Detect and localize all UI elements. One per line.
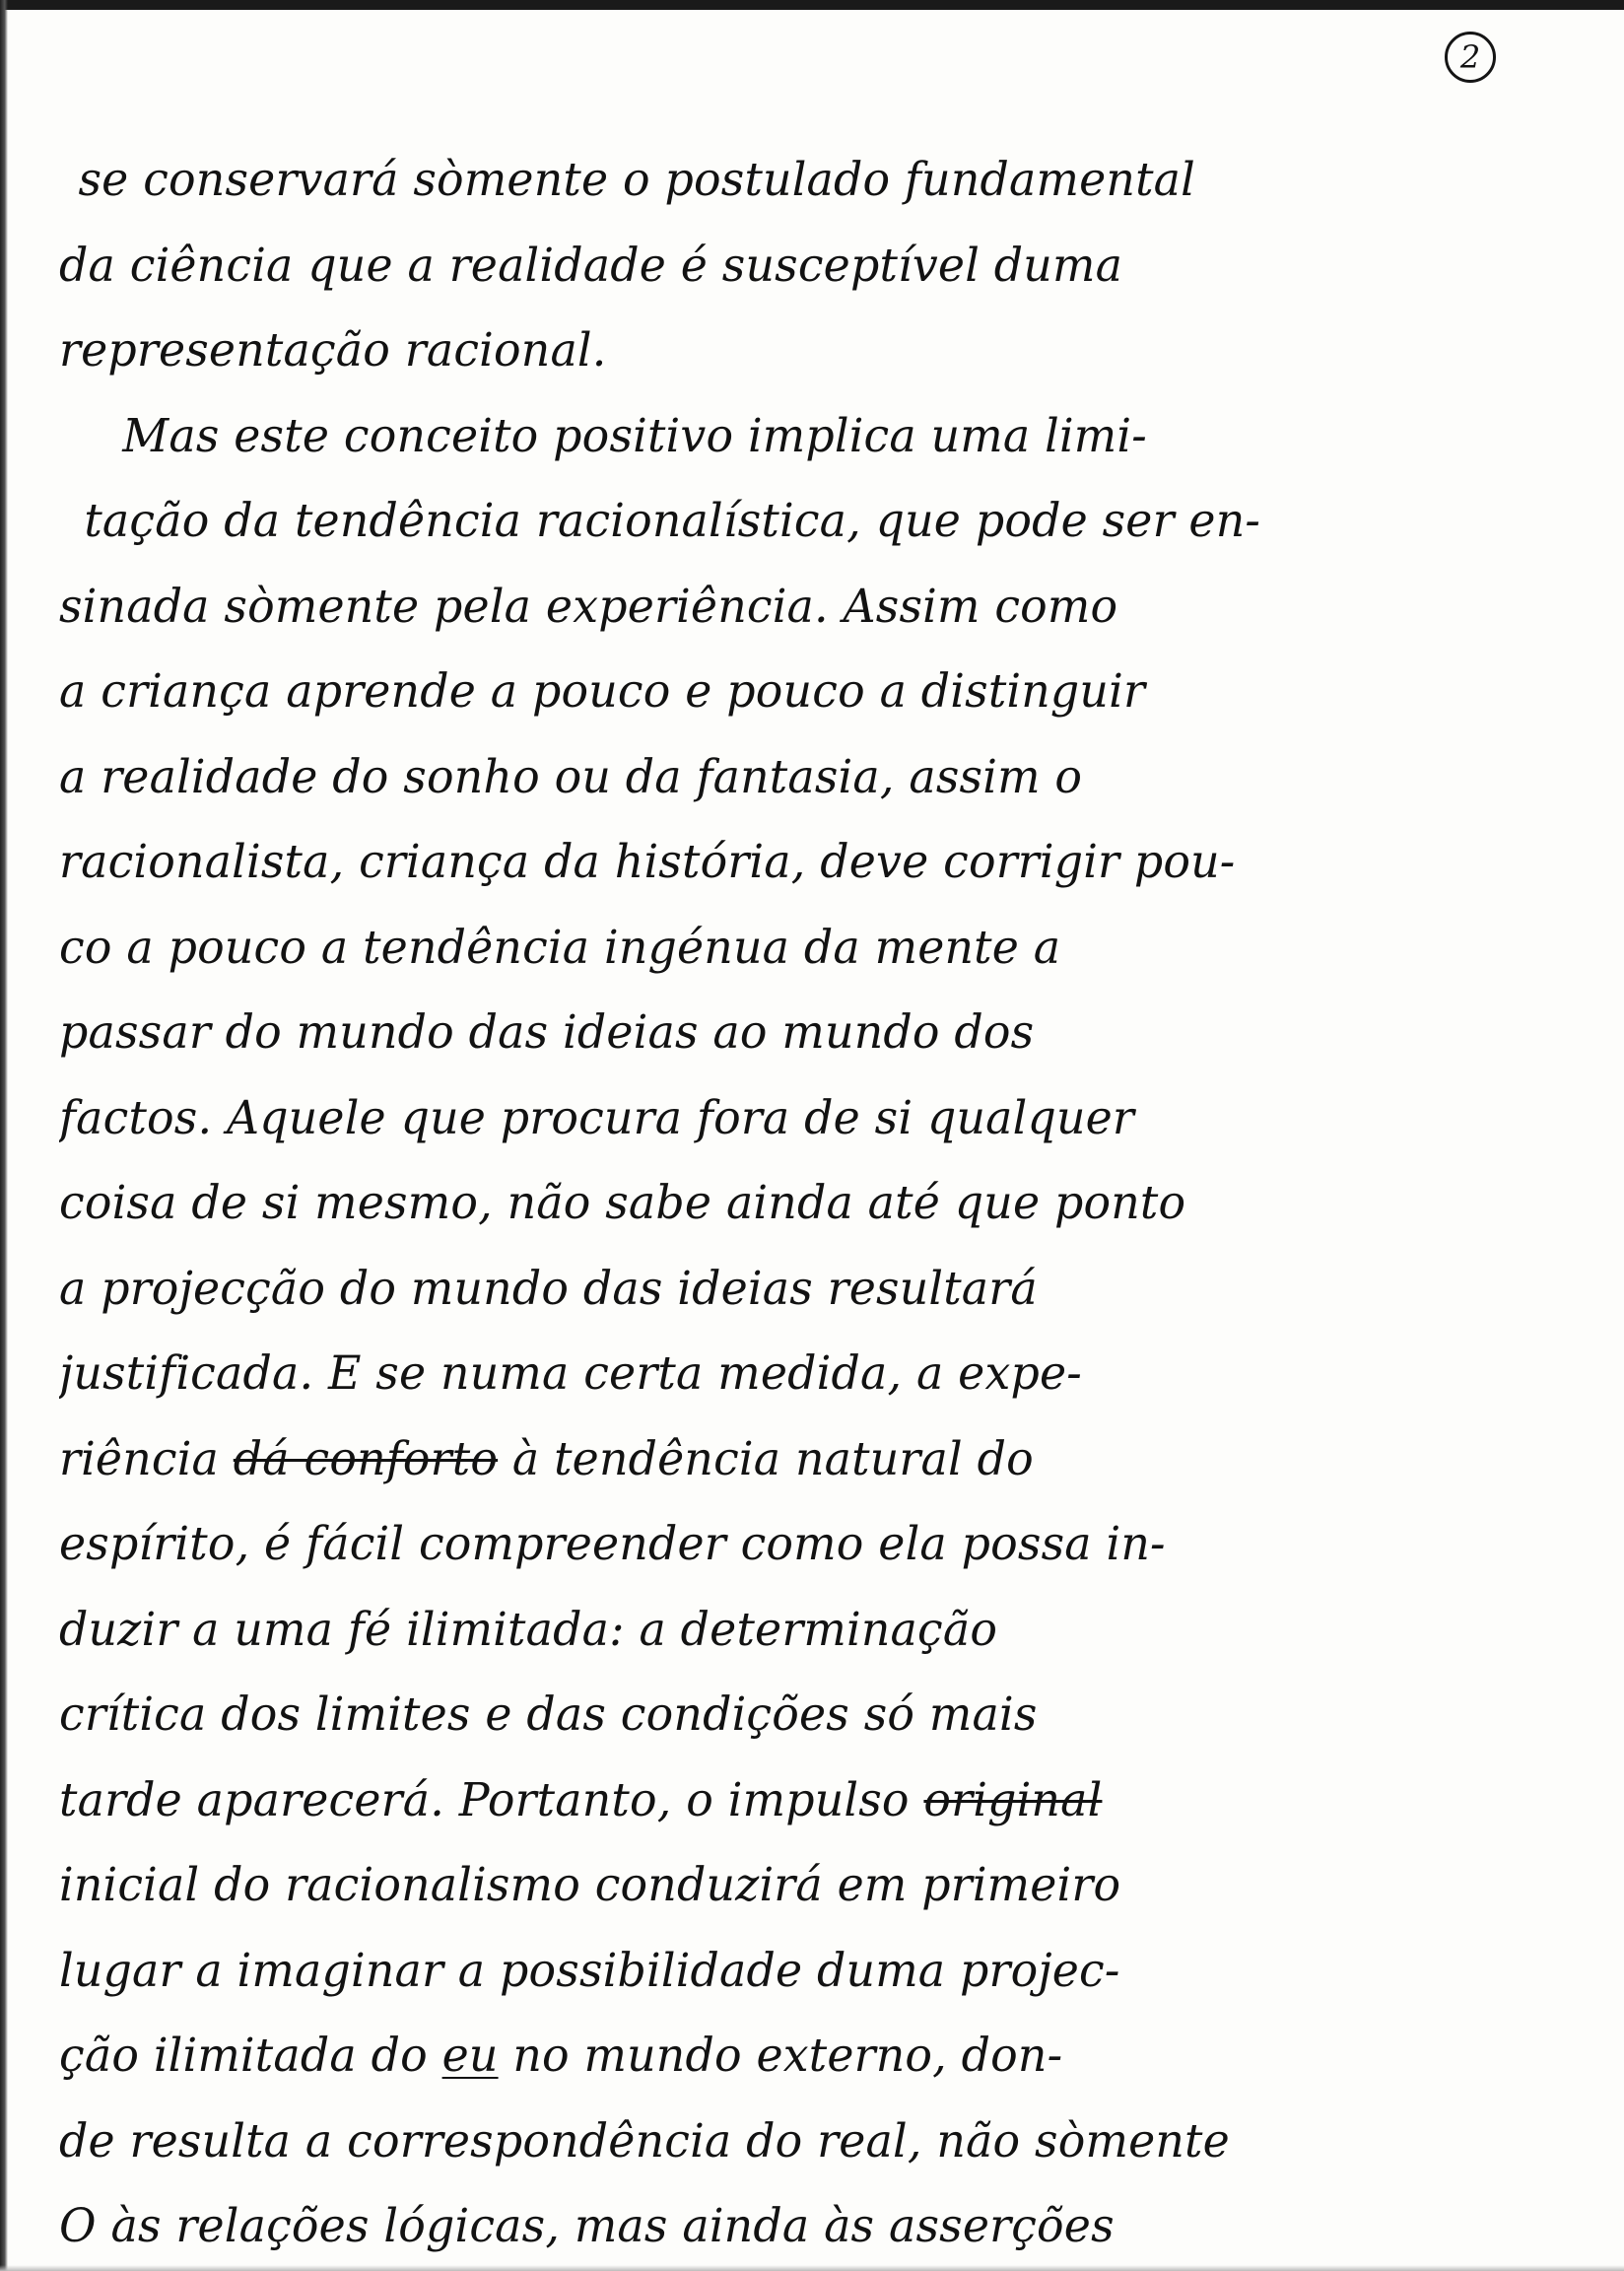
text-line: duzir a uma fé ilimitada: a determinação (59, 1602, 998, 1657)
scan-left-edge (0, 0, 8, 2271)
text-fragment: tarde aparecerá. Portanto, o impulso (59, 1772, 910, 1827)
text-line: sinada sòmente pela experiência. Assim como (59, 579, 1118, 634)
page-number-text: 2 (1459, 38, 1481, 76)
text-line-with-underline (59, 2014, 1556, 2099)
text-fragment: ção ilimitada do (59, 2029, 428, 2083)
text-line: lugar a imaginar a possibilidade duma projec- (59, 1943, 1120, 1998)
text-line: inicial do racionalismo conduzirá em primeiro (59, 1858, 1121, 1912)
text-line: da ciência que a realidade é susceptível duma (59, 238, 1123, 293)
text-line: a realidade do sonho ou da fantasia, assim o (59, 749, 1083, 804)
page-number (1445, 32, 1496, 83)
text-line: Mas este conceito positivo implica uma limi- (122, 408, 1147, 463)
text-line: a criança aprende a pouco e pouco a distinguir (59, 664, 1146, 719)
struck-text: dá conforto (233, 1431, 499, 1486)
text-line: O às relações lógicas, mas ainda às asserções (59, 2199, 1115, 2253)
text-fragment: à tendência natural do (511, 1431, 1034, 1486)
underlined-text: eu (441, 2029, 499, 2083)
text-line: se conservará sòmente o postulado fundamental (78, 153, 1196, 207)
text-line: racionalista, criança da história, deve corrigir pou- (59, 835, 1236, 889)
text-line: crítica dos limites e das condições só mais (59, 1687, 1038, 1742)
text-fragment: no mundo externo, don- (512, 2029, 1063, 2083)
text-line: co a pouco a tendência ingénua da mente a (59, 920, 1061, 975)
text-line: a projecção do mundo das ideias resultará (59, 1261, 1038, 1316)
text-line: passar do mundo das ideias ao mundo dos (59, 1005, 1035, 1060)
scan-top-edge (0, 0, 1624, 10)
text-line-with-correction (59, 1417, 1556, 1503)
text-line: tação da tendência racionalística, que pode ser en- (84, 494, 1261, 548)
handwritten-text-block (59, 138, 1596, 2270)
text-line: de resulta a correspondência do real, não sòmente (59, 2113, 1230, 2168)
text-line: espírito, é fácil compreender como ela possa in- (59, 1517, 1166, 1571)
text-line: factos. Aquele que procura fora de si qualquer (59, 1090, 1134, 1145)
text-line: representação racional. (59, 323, 607, 378)
text-line-with-strikeout (59, 1758, 1556, 1844)
text-fragment: riência (59, 1431, 220, 1486)
text-line: justificada. E se numa certa medida, a expe- (59, 1346, 1082, 1401)
text-line: coisa de si mesmo, não sabe ainda até que ponto (59, 1176, 1186, 1230)
correction (234, 1417, 498, 1503)
struck-text: original (923, 1772, 1103, 1827)
